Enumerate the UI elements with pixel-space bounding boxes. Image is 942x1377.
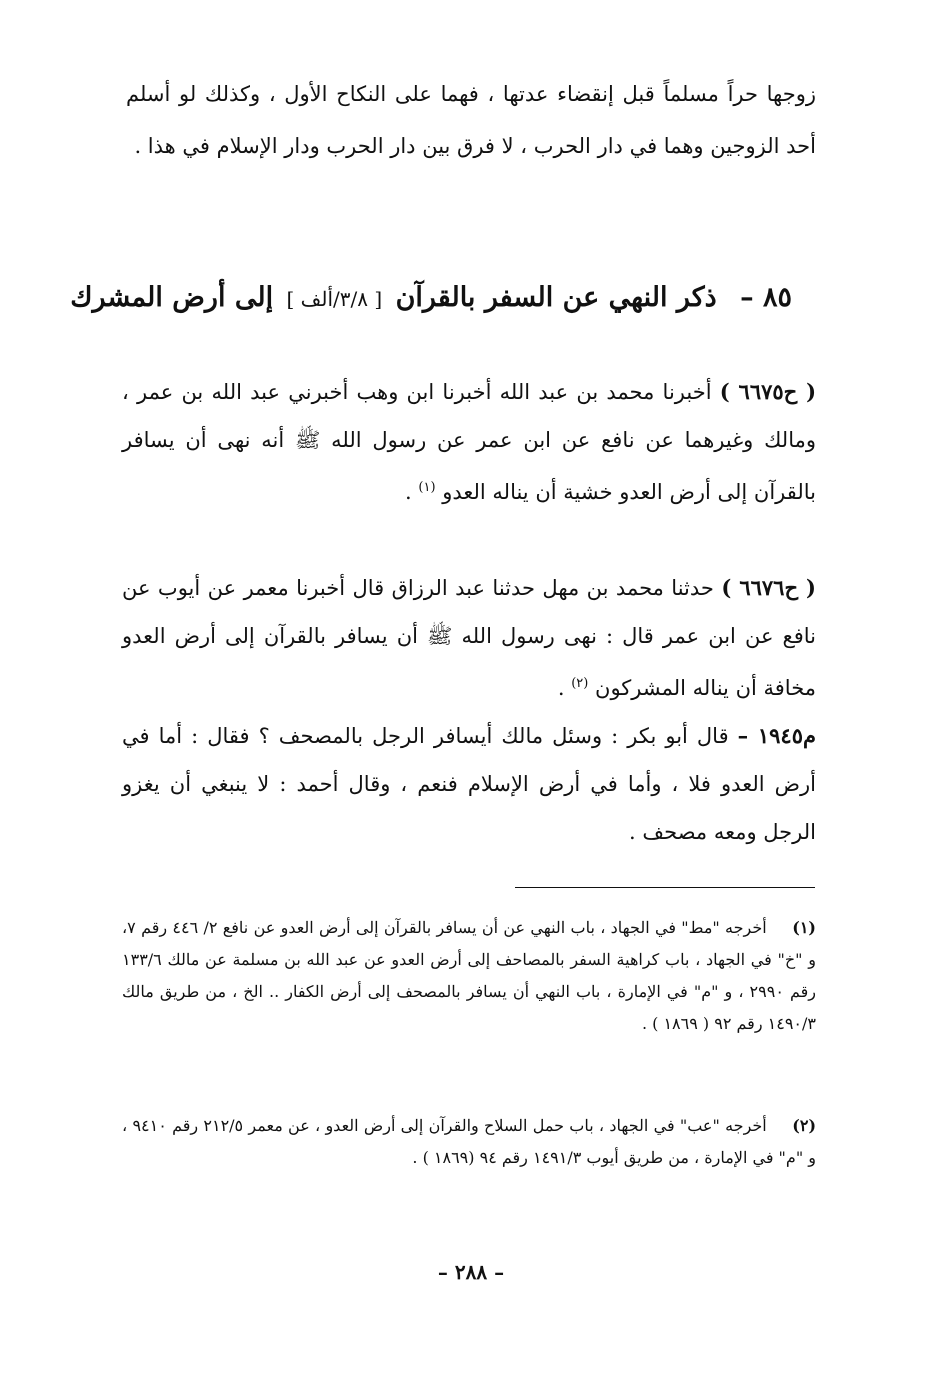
athar-entry [122,712,816,856]
chapter-number: ٨٥ – [740,282,792,313]
hadith-end: . [405,480,419,504]
chapter-heading [70,270,792,327]
page-number: – ٢٨٨ – [437,1260,505,1284]
footnote-number: (١) [792,918,816,937]
manuscript-reference: [ ٣/٨/ألف ] [286,287,383,311]
hadith-text: أخبرنا محمد بن عبد الله أخبرنا ابن وهب أخبرني عبد الله بن عمر ، ومالك وغيرهما عن نافع عن ابن عمر عن رسول الله ﷺ أنه نهى أن يسافر بالقرآن إلى أرض العدو خشية أن يناله العدو [122,380,816,504]
chapter-title-end: إلى أرض المشرك [70,282,274,313]
hadith-entry [122,368,816,516]
footnote-text: أخرجه "عب" في الجهاد ، باب حمل السلاح والقرآن إلى أرض العدو ، عن معمر ٢١٢/٥ رقم ٩٤١٠ ، و "م" في الإمارة ، من طريق أيوب ١٤٩١/٣ رقم ٩٤ (١٨٦٩ ) . [122,1116,816,1167]
intro-paragraph: زوجها حراً مسلماً قبل إنقضاء عدتها ، فهما على النكاح الأول ، وكذلك لو أسلم أحد الزوجين وهما في دار الحرب ، لا فرق بين دار الحرب ودار الإسلام في هذا . [126,82,816,158]
athar-label: م١٩٤٥ – [737,723,816,748]
athar-text: قال أبو بكر : وسئل مالك أيسافر الرجل بالمصحف ؟ فقال : أما في أرض العدو فلا ، وأما في أرض الإسلام فنعم ، وقال أحمد : لا ينبغي أن يغزو الرجل ومعه مصحف . [122,724,816,844]
footnote [122,912,816,1040]
hadith-text: حدثنا محمد بن مهل حدثنا عبد الرزاق قال أخبرنا معمر عن أيوب عن نافع عن ابن عمر قال : نهى رسول الله ﷺ أن يسافر بالقرآن إلى أرض العدو مخافة أن يناله المشركون [122,576,816,700]
footnote-number: (٢) [792,1116,817,1135]
footnote-text: أخرجه "مط" في الجهاد ، باب النهي عن أن يسافر بالقرآن إلى أرض العدو عن نافع ٢/ ٤٤٦ رقم ٧، و "خ" في الجهاد ، باب كراهية السفر بالمصاحف إلى أرض العدو عن عبد الله بن مسلمة عن مالك ١٣٣/٦ رقم ٢٩٩٠ ، و "م" في الإمارة ، باب النهي أن يسافر بالمصحف إلى أرض الكفار .. الخ ، من طريق مالك ١٤٩٠/٣ رقم ٩٢ ( ١٨٦٩ ) . [122,918,816,1033]
hadith-label: ( ح٦٦٧٦ ) [721,575,816,600]
footnote-marker[interactable]: (٢) [571,676,589,691]
footnote [122,1110,816,1174]
chapter-title-start: ذكر النهي عن السفر بالقرآن [395,282,717,313]
hadith-entry [122,564,816,712]
hadith-end: . [557,676,572,700]
hadith-label: ( ح٦٦٧٥ ) [719,379,817,404]
footnote-separator [515,887,815,888]
footnote-marker[interactable]: (١) [418,480,436,495]
